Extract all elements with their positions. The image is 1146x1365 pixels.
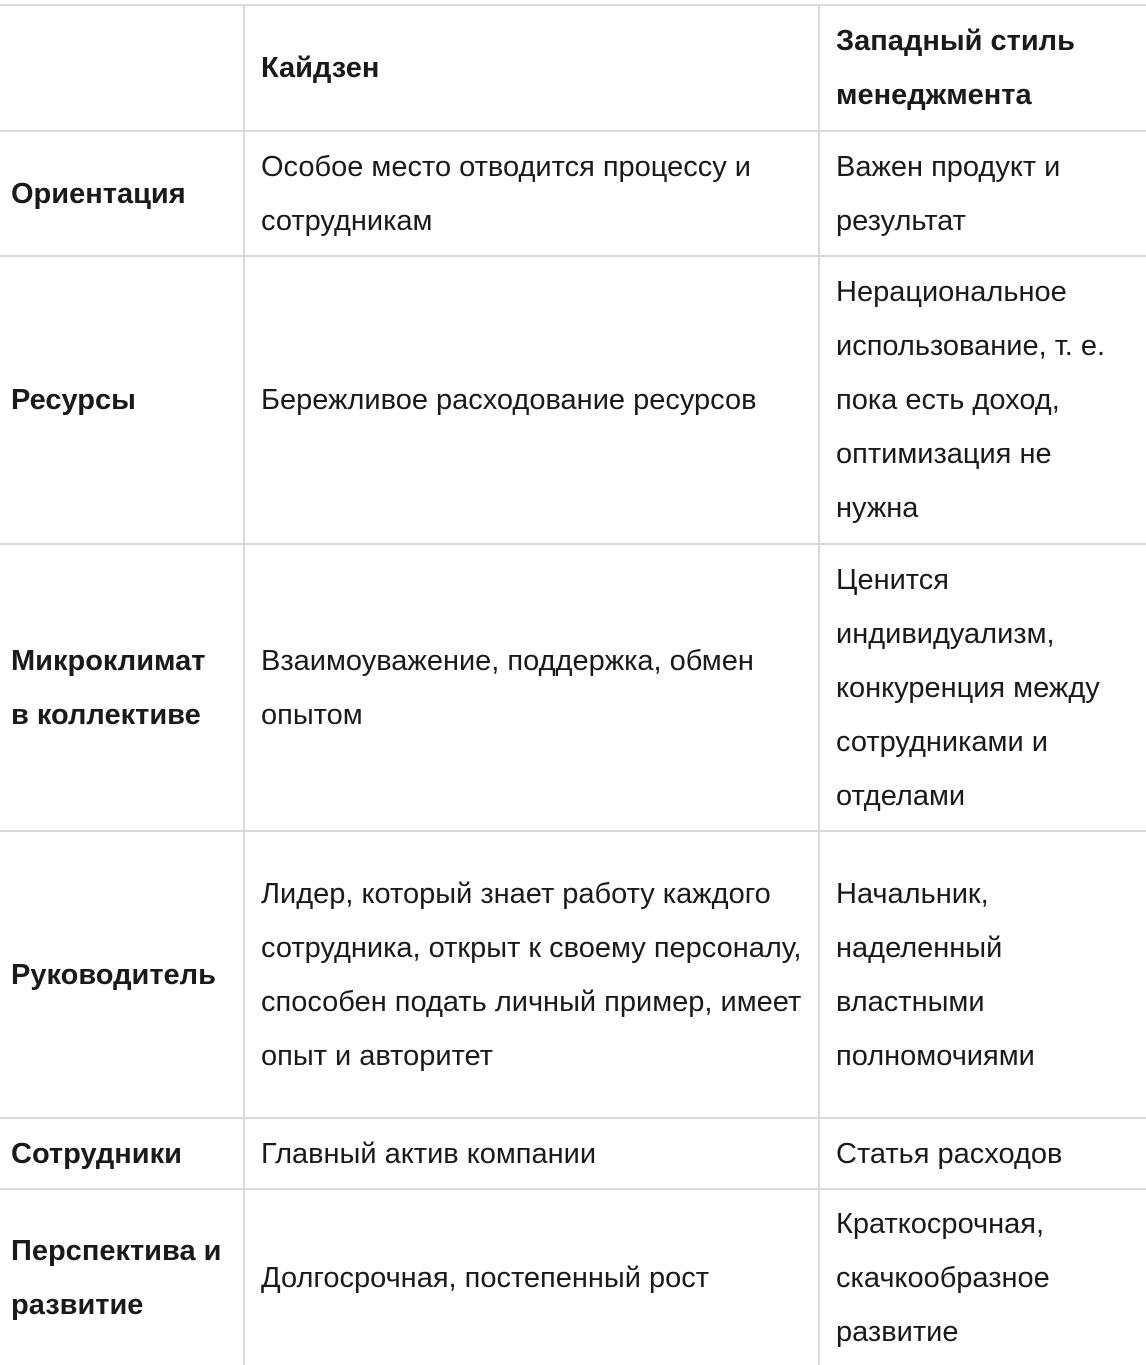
row-label: Микроклимат в коллективе [0, 544, 244, 831]
western-cell: Статья расходов [819, 1118, 1146, 1189]
western-cell: Важен продукт и результат [819, 131, 1146, 256]
row-label: Руководитель [0, 831, 244, 1118]
western-cell: Краткосрочная, скачкообразное развитие [819, 1189, 1146, 1365]
kaizen-cell: Главный актив компании [244, 1118, 819, 1189]
kaizen-cell: Особое место отводится процессу и сотрудникам [244, 131, 819, 256]
western-cell: Начальник, наделенный властными полномочиями [819, 831, 1146, 1118]
table-row [0, 256, 1146, 544]
row-label: Ориентация [0, 131, 244, 256]
header-cell-western: Западный стиль менеджмента [819, 5, 1146, 131]
kaizen-cell: Бережливое расходование ресурсов [244, 256, 819, 544]
table-header-row [0, 5, 1146, 131]
table-row [0, 1189, 1146, 1365]
comparison-table [0, 4, 1146, 1365]
header-cell-kaizen: Кайдзен [244, 5, 819, 131]
row-label: Перспектива и развитие [0, 1189, 244, 1365]
western-cell: Нерациональное использование, т. е. пока есть доход, оптимизация не нужна [819, 256, 1146, 544]
kaizen-cell: Лидер, который знает работу каждого сотрудника, открыт к своему персоналу, способен подать личный пример, имеет опыт и авторитет [244, 831, 819, 1118]
table-row [0, 831, 1146, 1118]
table-row [0, 131, 1146, 256]
kaizen-cell: Долгосрочная, постепенный рост [244, 1189, 819, 1365]
table-row [0, 1118, 1146, 1189]
row-label: Сотрудники [0, 1118, 244, 1189]
kaizen-cell: Взаимоуважение, поддержка, обмен опытом [244, 544, 819, 831]
table-row [0, 544, 1146, 831]
row-label: Ресурсы [0, 256, 244, 544]
western-cell: Ценится индивидуализм, конкуренция между сотрудниками и отделами [819, 544, 1146, 831]
header-cell-empty [0, 5, 244, 131]
